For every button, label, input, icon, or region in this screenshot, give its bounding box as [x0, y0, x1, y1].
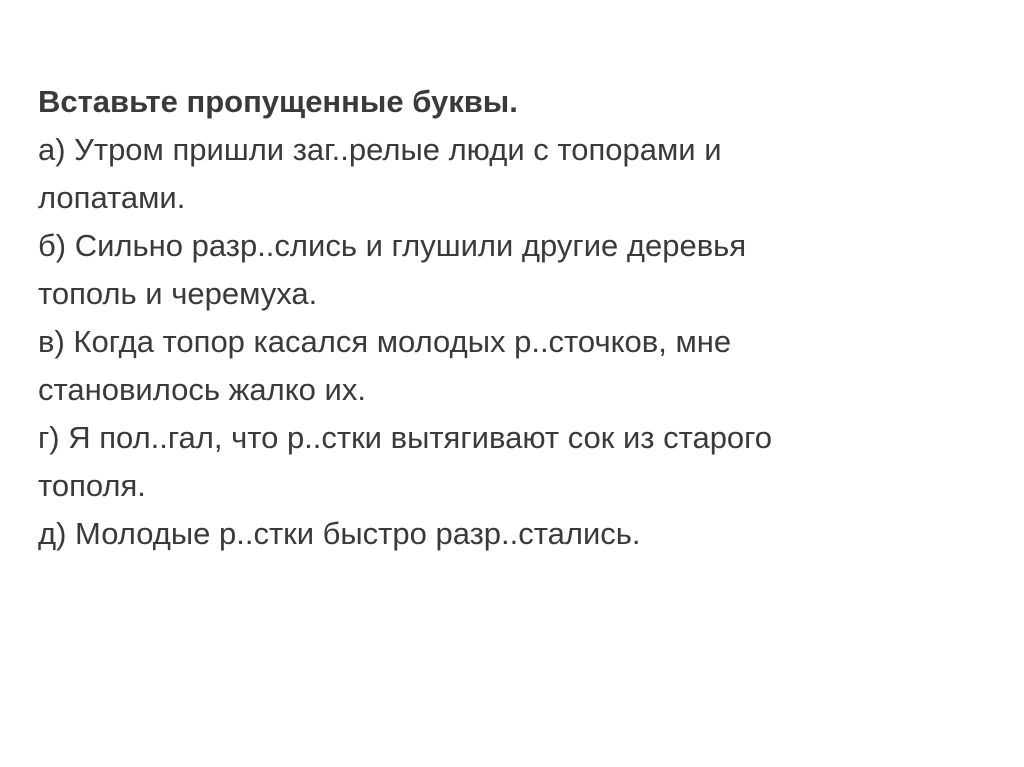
exercise-line-d-1: д) Молодые р..стки быстро разр..стались. — [38, 516, 641, 551]
exercise-line-g-1: г) Я пол..гал, что р..стки вытягивают сок из старого — [38, 420, 773, 455]
exercise-line-g-2: тополя. — [38, 468, 146, 503]
exercise-line-b-2: тополь и черемуха. — [38, 276, 318, 311]
exercise-heading: Вставьте пропущенные буквы. — [38, 84, 518, 119]
exercise-line-v-2: становилось жалко их. — [38, 372, 366, 407]
exercise-text — [38, 78, 988, 558]
exercise-line-a-1: а) Утром пришли заг..релые люди с топорами и — [38, 132, 722, 167]
exercise-line-a-2: лопатами. — [38, 180, 186, 215]
exercise-line-v-1: в) Когда топор касался молодых р..сточков, мне — [38, 324, 732, 359]
exercise-line-b-1: б) Сильно разр..слись и глушили другие деревья — [38, 228, 747, 263]
